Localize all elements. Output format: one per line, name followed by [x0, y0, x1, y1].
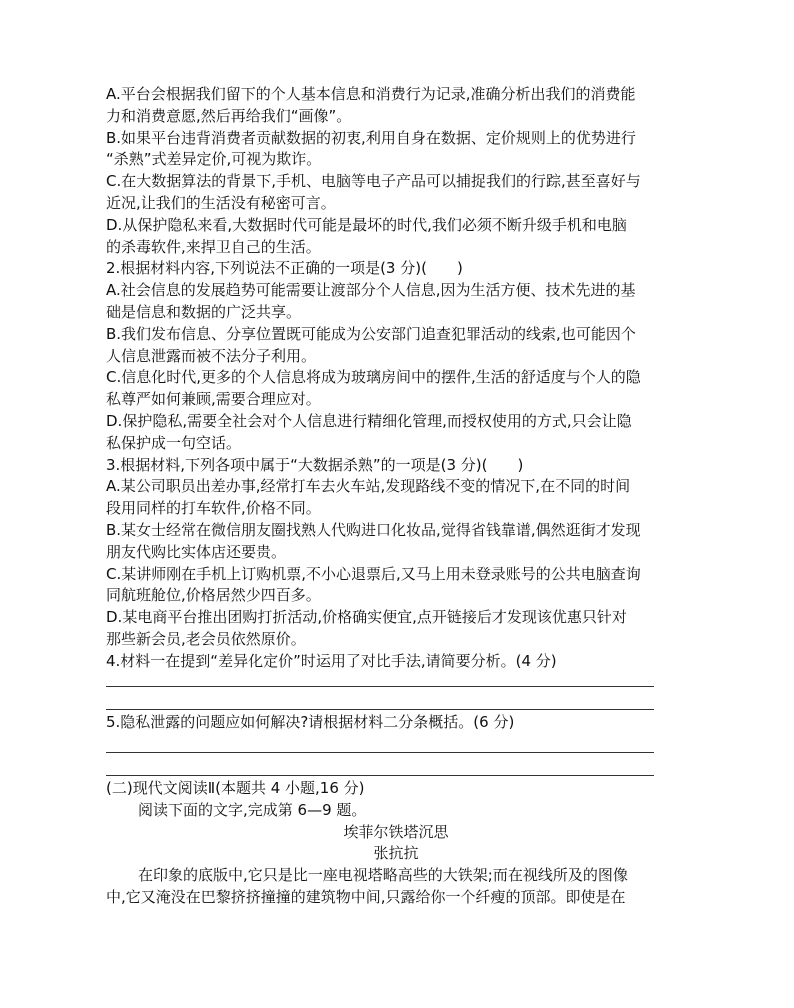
text-line: D.保护隐私,需要全社会对个人信息进行精细化管理,而授权使用的方式,只会让隐	[106, 411, 632, 430]
text-line: 私保护成一句空话。	[106, 433, 242, 452]
text-line: B.如果平台违背消费者贡献数据的初衷,利用自身在数据、定价规则上的优势进行	[106, 128, 636, 147]
article-paragraph-line: 在印象的底版中,它只是比一座电视塔略高些的大铁架;而在视线所及的图像	[138, 866, 628, 885]
text-line: A.社会信息的发展趋势可能需要让渡部分个人信息,因为生活方便、技术先进的基	[106, 281, 636, 300]
text-line: 础是信息和数据的广泛共享。	[106, 302, 302, 321]
instruction: 阅读下面的文字,完成第 6—9 题。	[138, 800, 367, 819]
question-5: 5.隐私泄露的问题应如何解决?请根据材料二分条概括。(6 分)	[106, 713, 515, 731]
text-line: A.某公司职员出差办事,经常打车去火车站,发现路线不变的情况下,在不同的时间	[106, 477, 631, 496]
text-line: C.某讲师刚在手机上订购机票,不小心退票后,又马上用未登录账号的公共电脑查询	[106, 564, 641, 583]
article-author: 张抗抗	[373, 844, 419, 863]
question-4: 4.材料一在提到“差异化定价”时运用了对比手法,请简要分析。(4 分)	[106, 651, 557, 670]
text-line: “杀熟”式差异定价,可视为欺诈。	[106, 150, 322, 169]
text-line: C.在大数据算法的背景下,手机、电脑等电子产品可以捕捉我们的行踪,甚至喜好与	[106, 172, 641, 191]
text-line: A.平台会根据我们留下的个人基本信息和消费行为记录,准确分析出我们的消费能	[106, 85, 636, 103]
answer-line	[106, 775, 654, 776]
answer-line	[106, 752, 654, 753]
text-line: 同航班舱位,价格居然少四百多。	[106, 586, 321, 605]
text-line: D.从保护隐私来看,大数据时代可能是最坏的时代,我们必须不断升级手机和电脑	[106, 215, 627, 234]
article-paragraph-line: 中,它又淹没在巴黎挤挤撞撞的建筑物中间,只露给你一个纤瘦的顶部。即使是在	[106, 887, 626, 906]
answer-line	[106, 686, 654, 687]
text-line: 朋友代购比实体店还要贵。	[106, 542, 287, 561]
answer-line	[106, 709, 654, 710]
text-line: C.信息化时代,更多的个人信息将成为玻璃房间中的摆件,生活的舒适度与个人的隐	[106, 368, 641, 387]
text-line: 私尊严如何兼顾,需要合理应对。	[106, 390, 321, 409]
text-line: 的杀毒软件,来捍卫自己的生活。	[106, 237, 321, 256]
section-heading: (二)现代文阅读Ⅱ(本题共 4 小题,16 分)	[106, 779, 365, 797]
section-reading-2	[106, 778, 686, 909]
text-line: 段用同样的打车软件,价格不同。	[106, 499, 321, 518]
article-title: 埃菲尔铁塔沉思	[343, 822, 449, 841]
document-body	[106, 84, 686, 673]
text-line: D.某电商平台推出团购打折活动,价格确实便宜,点开链接后才发现该优惠只针对	[106, 608, 627, 627]
text-line: B.某女士经常在微信朋友圈找熟人代购进口化妆品,觉得省钱靠谱,偶然逛街才发现	[106, 520, 641, 539]
text-line: 那些新会员,老会员依然原价。	[106, 629, 306, 648]
text-line: 力和消费意愿,然后再给我们“画像”。	[106, 106, 352, 125]
question-3: 3.根据材料,下列各项中属于“大数据杀熟”的一项是(3 分)( )	[106, 455, 524, 474]
text-line: 近况,让我们的生活没有秘密可言。	[106, 193, 336, 212]
text-line: B.我们发布信息、分享位置既可能成为公安部门追查犯罪活动的线索,也可能因个	[106, 324, 636, 343]
question-2: 2.根据材料内容,下列说法不正确的一项是(3 分)( )	[106, 259, 463, 278]
text-line: 人信息泄露而被不法分子利用。	[106, 346, 317, 365]
